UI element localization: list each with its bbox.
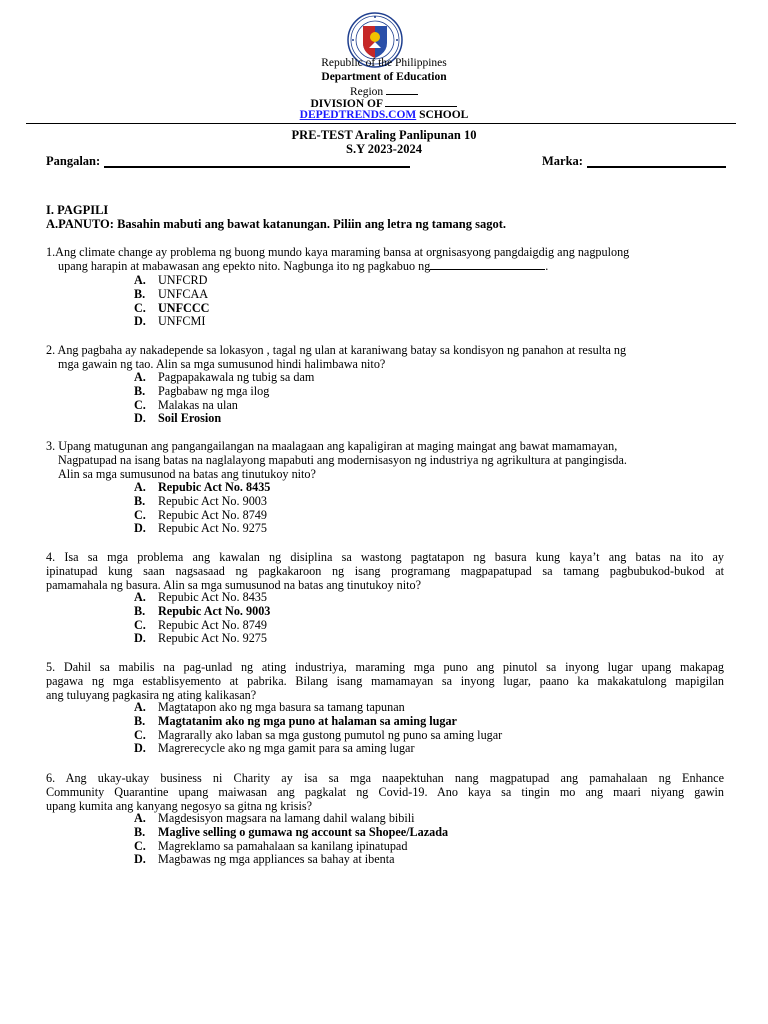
- question-text-line: Nagpatupad na isang batas na naglalayong mapabuti ang modernisasyon ng industriya ng agrikultura at pangingisda.: [58, 453, 627, 467]
- option-a[interactable]: A. Pagpapakawala ng tubig sa dam: [134, 370, 315, 384]
- options-2: [134, 371, 314, 426]
- question-text-line: 3. Upang matugunan ang pangangailangan na maalagaan ang kapaligiran at maging maingat ang bawat mamamayan,: [46, 439, 618, 453]
- option-d[interactable]: D. Soil Erosion: [134, 411, 222, 426]
- options-5: [134, 701, 502, 756]
- question-text-line: upang harapin at mabawasan ang epekto nito. Nagbunga ito ng pagkabuo ng .: [58, 259, 549, 273]
- name-field[interactable]: [104, 166, 410, 168]
- question-text-line: 4. Isa sa mga problema ang kawalan ng disiplina sa wastong pagtatapon ng basura kung kaya’t ang batas na ito ay: [46, 550, 724, 564]
- options-1: [134, 274, 209, 329]
- options-4: [134, 591, 270, 646]
- question-4: [46, 550, 724, 592]
- question-text-line: Community Quarantine upang maiwasan ang pagkalat ng Covid-19. Ano kaya sa tingin mo ang maari niyang gawin: [46, 785, 724, 799]
- region-blank: [386, 84, 418, 95]
- question-text-line: 6. Ang ukay-ukay business ni Charity ay isa sa mga naapektuhan nang magpatupad ang pamahalaan ng Enhance: [46, 771, 724, 785]
- option-c[interactable]: C. Magreklamo sa pamahalaan sa kanilang ipinatupad: [134, 838, 408, 853]
- option-c[interactable]: C. Magrarally ako laban sa mga gustong pumutol ng puno sa aming lugar: [134, 727, 503, 742]
- question-text-line: ipinatupad kung saan nagsasaad ng pagkakaroon ng isang programang magpapatupad sa tamang pagbubukod-bukod at: [46, 564, 724, 578]
- option-b[interactable]: B. UNFCAA: [134, 286, 209, 301]
- division-label: DIVISION OF: [310, 98, 383, 110]
- option-a[interactable]: A. Repubic Act No. 8435: [134, 480, 271, 494]
- option-c[interactable]: C. UNFCCC: [134, 300, 210, 315]
- department-line: Department of Education: [321, 71, 447, 83]
- option-d[interactable]: D. Magrerecycle ako ng mga gamit para sa aming lugar: [134, 741, 415, 756]
- options-6: [134, 812, 448, 867]
- school-year: S.Y 2023-2024: [346, 142, 422, 156]
- answer-blank: [430, 259, 545, 270]
- question-1: [46, 245, 724, 273]
- question-text-line: ang tuluyang pagkasira ng ating kalikasan?: [46, 688, 257, 702]
- option-a[interactable]: A. Magdesisyon magsara na lamang dahil walang bibili: [134, 811, 415, 825]
- score-label: Marka:: [542, 154, 583, 168]
- name-label: Pangalan:: [46, 154, 101, 168]
- question-text-line: pagawa ng mga establisyemento at pabrika. Bilang isang mamamayan sa inyong lugar, paano ka makakatulong mapigilan: [46, 674, 724, 688]
- republic-line: Republic of the Philippines: [321, 57, 447, 69]
- division-blank: [385, 96, 457, 107]
- option-b[interactable]: B. Maglive selling o gumawa ng account sa Shopee/Lazada: [134, 824, 449, 839]
- question-text-line: 5. Dahil sa mabilis na pag-unlad ng ating industriya, maraming mga puno ang pinutol sa inyong lugar upang makapag: [46, 660, 724, 674]
- option-d[interactable]: D. UNFCMI: [134, 314, 206, 329]
- option-b[interactable]: B. Repubic Act No. 9003: [134, 493, 267, 508]
- option-a[interactable]: A. Repubic Act No. 8435: [134, 590, 267, 604]
- option-c[interactable]: C. Repubic Act No. 8749: [134, 507, 267, 522]
- question-text-line: pamamahala ng basura. Alin sa mga sumusunod na batas ang tinutukoy nito?: [46, 578, 422, 592]
- school-line: [0, 109, 768, 122]
- question-text-line: 1.Ang climate change ay problema ng buong mundo kaya maraming bansa at orgnisasyong pangdaigdig ang nagpulong: [46, 245, 630, 259]
- school-link[interactable]: DEPEDTRENDS.COM: [299, 109, 417, 121]
- option-d[interactable]: D. Repubic Act No. 9275: [134, 631, 267, 646]
- question-2: [46, 343, 724, 371]
- question-text-line: upang kumita ang kanyang negosyo sa gitna ng krisis?: [46, 799, 313, 813]
- section-instruction: A.PANUTO: Basahin mabuti ang bawat katanungan. Piliin ang letra ng tamang sagot.: [46, 217, 507, 231]
- question-text-line: Alin sa mga sumusunod na batas ang tinutukoy nito?: [58, 467, 316, 481]
- header-divider: [26, 123, 736, 124]
- option-d[interactable]: D. Magbawas ng mga appliances sa bahay at ibenta: [134, 852, 395, 867]
- question-6: [46, 771, 724, 813]
- score-field[interactable]: [587, 166, 726, 168]
- question-text-line: 2. Ang pagbaha ay nakadepende sa lokasyon , tagal ng ulan at karaniwang batay sa kondisyon ng panahon at resulta ng: [46, 343, 627, 357]
- question-3: [46, 439, 724, 481]
- options-3: [134, 481, 270, 536]
- option-b[interactable]: B. Repubic Act No. 9003: [134, 603, 271, 618]
- test-title: PRE-TEST Araling Panlipunan 10: [291, 128, 477, 142]
- option-b[interactable]: B. Pagbabaw ng mga ilog: [134, 383, 270, 398]
- section-heading: I. PAGPILI: [46, 203, 109, 217]
- option-a[interactable]: A. UNFCRD: [134, 273, 208, 287]
- option-c[interactable]: C. Malakas na ulan: [134, 397, 238, 412]
- question-5: [46, 660, 724, 702]
- option-a[interactable]: A. Magtatapon ako ng mga basura sa tamang tapunan: [134, 700, 405, 714]
- region-label: Region: [349, 86, 384, 98]
- option-d[interactable]: D. Repubic Act No. 9275: [134, 521, 267, 536]
- option-b[interactable]: B. Magtatanim ako ng mga puno at halaman sa aming lugar: [134, 713, 457, 728]
- option-c[interactable]: C. Repubic Act No. 8749: [134, 617, 267, 632]
- question-text-line: mga gawain ng tao. Alin sa mga sumusunod hindi halimbawa nito?: [58, 357, 386, 371]
- school-suffix: SCHOOL: [416, 109, 469, 121]
